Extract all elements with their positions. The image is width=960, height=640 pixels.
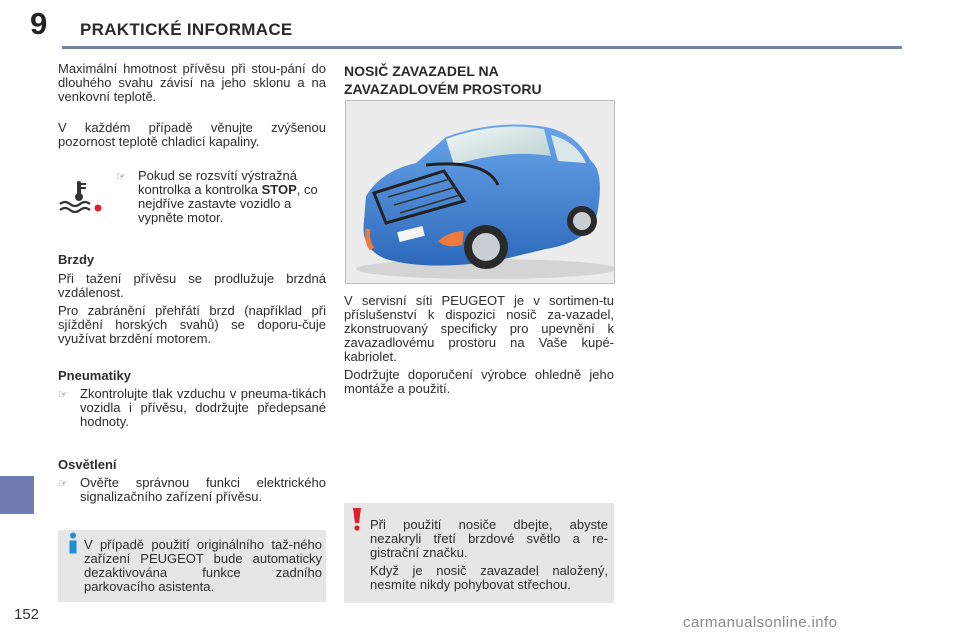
tyres-bullet [58,387,326,429]
info-box [58,530,326,602]
pointing-hand-icon: ☞ [58,478,68,490]
right-body [344,294,614,396]
warning-paragraph-2: Když je nosič zavazadel naložený, nesmíte nikdy pohybovat střechou. [370,563,608,592]
brakes-heading: Brzdy [58,252,95,267]
info-text: V případě použití originálního taž-ného zařízení PEUGEOT bude automaticky dezaktivována funkce zadního parkovacího asistenta. [84,537,322,594]
brakes-paragraph-2: Pro zabránění přehřátí brzd (například při sjíždění horských svahů) se doporu-čuje využívat brzdění motorem. [58,303,326,346]
warning-text [370,518,608,592]
tyres-instruction: Zkontrolujte tlak vzduchu v pneuma-tikách vozidla i přívěsu, dodržujte předepsané hodnoty. [80,386,326,429]
chapter-title: PRAKTICKÉ INFORMACE [80,20,293,39]
tyres-heading: Pneumatiky [58,368,131,383]
pointing-hand-icon: ☞ [58,389,68,401]
intro-paragraph-2: V každém případě věnujte zvýšenou pozornost teplotě chladicí kapaliny. [58,120,326,149]
coolant-instruction: Pokud se rozsvítí výstražná kontrolka a kontrolka STOP, co nejdříve zastavte vozidlo a vypněte motor. [138,168,318,225]
lights-instruction: Ověřte správnou funkci elektrického signalizačního zařízení přívěsu. [80,475,326,504]
header-rule [62,46,902,49]
lights-bullet [58,476,326,504]
warning-box [344,503,614,603]
coolant-warning [58,169,326,225]
left-column [58,62,326,504]
coolant-temperature-icon [58,169,116,225]
warning-paragraph-1: Při použití nosiče dbejte, abyste nezakryli třetí brzdové světlo a re-gistrační značku. [370,517,608,560]
lights-heading: Osvětlení [58,457,117,472]
chapter-side-tab [0,476,34,514]
brakes-paragraph-1: Při tažení přívěsu se prodlužuje brzdná vzdálenost. [58,271,326,300]
exclamation-icon [351,507,363,536]
car-illustration [345,100,615,284]
body-paragraph-2: Dodržujte doporučení výrobce ohledně jeho montáže a použití. [344,367,614,396]
section-title: NOSIČ ZAVAZADEL NA ZAVAZADLOVÉM PROSTORU [344,63,542,97]
chapter-number: 9 [30,6,48,41]
pointing-hand-icon: ☞ [116,171,126,183]
watermark: carmanualsonline.info [683,614,838,631]
info-icon [66,532,80,559]
body-paragraph-1: V servisní síti PEUGEOT je v sortimen-tu příslušenství k dispozici nosič za-vazadel, zkonstruovaný specificky pro upevnění k zavazadlovému prostoru na Vaše kupé-kabriolet. [344,293,614,364]
intro-paragraph-1: Maximální hmotnost přívěsu při stou-pání do dlouhého svahu závisí na jeho sklonu a na venkovní teplotě. [58,61,326,104]
page-number: 152 [14,606,40,623]
